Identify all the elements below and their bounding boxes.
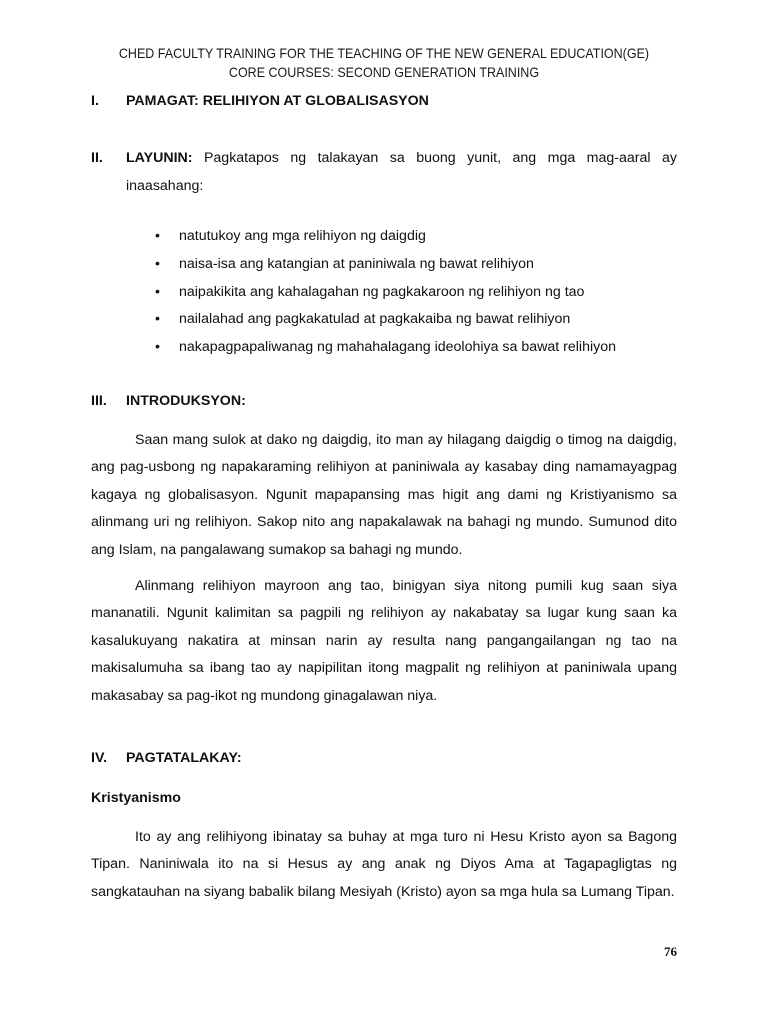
- objective-text: nailalahad ang pagkakatulad at pagkakaiba ng bawat relihiyon: [179, 311, 571, 328]
- objectives-list: [155, 223, 616, 362]
- bullet-icon: •: [155, 339, 160, 356]
- section-4-title: PAGTATALAKAY:: [126, 750, 242, 766]
- list-item: [155, 306, 616, 334]
- section-1-heading: [91, 93, 429, 109]
- bullet-icon: •: [155, 228, 160, 244]
- intro-paragraph-2: [91, 573, 677, 710]
- section-4-heading: [91, 750, 242, 766]
- section-2-text-line-2: inaasahang:: [126, 177, 204, 194]
- header-line-1: CHED FACULTY TRAINING FOR THE TEACHING OF THE NEW GENERAL EDUCATION(GE): [118, 46, 650, 61]
- page-number: 76: [664, 944, 677, 959]
- list-item: [155, 223, 616, 251]
- section-1-title: PAMAGAT: RELIHIYON AT GLOBALISASYON: [126, 93, 429, 109]
- bullet-icon: •: [155, 255, 160, 272]
- intro-paragraph-2-text: Alinmang relihiyon mayroon ang tao, binigyan siya nitong pumili kug saan siya mananatili. Ngunit kalimitan sa pagpili ng relihiyon ay nakabatay sa lugar kung saan ka kasalukuyang nakatira at minsan narin ay resulta nang pangangailangan ng tao na makisalumuha sa ibang tao ay napipilitan itong magpalit ng relihiyon at paniniwala upang makasabay sa pag-ikot ng mundong ginagalawan niya.: [91, 578, 677, 704]
- objective-text: naisa-isa ang katangian at paniniwala ng bawat relihiyon: [179, 255, 534, 272]
- list-item: [155, 279, 616, 307]
- intro-paragraph-1-text: Saan mang sulok at dako ng daigdig, ito man ay hilagang daigdig o timog na daigdig, ang pag-usbong ng napakaraming relihiyon at paniniwala ay kasabay ding namamayagpag kagaya ng globalisasyon. Ngunit mapapansing mas higit ang dami ng Kristiyanismo sa alinmang uri ng relihiyon. Sakop nito ang napakalawak na bahagi ng mundo. Sumunod dito ang Islam, na pangalawang sumakop sa bahagi ng mundo.: [91, 432, 677, 558]
- section-2-number: II.: [91, 150, 103, 166]
- section-2-text-line-1: Pagkatapos ng talakayan sa buong yunit, ang mga mag-aaral ay: [203, 150, 677, 166]
- objective-text: naipakikita ang kahalagahan ng pagkakaroon ng relihiyon ng tao: [179, 283, 585, 300]
- intro-paragraph-1: [91, 427, 677, 564]
- objective-text: nakapagpapaliwanag ng mahahalagang ideolohiya sa bawat relihiyon: [179, 339, 616, 356]
- kristyanismo-paragraph-text: Ito ay ang relihiyong ibinatay sa buhay at mga turo ni Hesu Kristo ayon sa Bagong Tipan. Naniniwala ito na si Hesus ay ang anak ng Diyos Ama at Tagapagligtas ng sangkatauhan na siyang babalik bilang Mesiyah (Kristo) ayon sa mga hula sa Lumang Tipan.: [91, 829, 677, 900]
- bullet-icon: •: [155, 311, 160, 328]
- list-item: [155, 251, 616, 279]
- section-3-number: III.: [91, 393, 107, 409]
- section-1-number: I.: [91, 93, 99, 109]
- header-line-2: CORE COURSES: SECOND GENERATION TRAINING: [228, 65, 540, 80]
- document-header: [31, 44, 738, 82]
- objective-text: natutukoy ang mga relihiyon ng daigdig: [179, 228, 426, 244]
- section-4-number: IV.: [91, 750, 108, 766]
- section-3-title: INTRODUKSYON:: [126, 393, 246, 409]
- section-2-label: LAYUNIN:: [126, 150, 193, 166]
- kristyanismo-subheading: Kristyanismo: [91, 790, 181, 806]
- section-2-layunin: [91, 145, 677, 200]
- bullet-icon: •: [155, 283, 160, 300]
- list-item: [155, 334, 616, 362]
- section-3-heading: [91, 393, 246, 409]
- kristyanismo-paragraph: [91, 824, 677, 906]
